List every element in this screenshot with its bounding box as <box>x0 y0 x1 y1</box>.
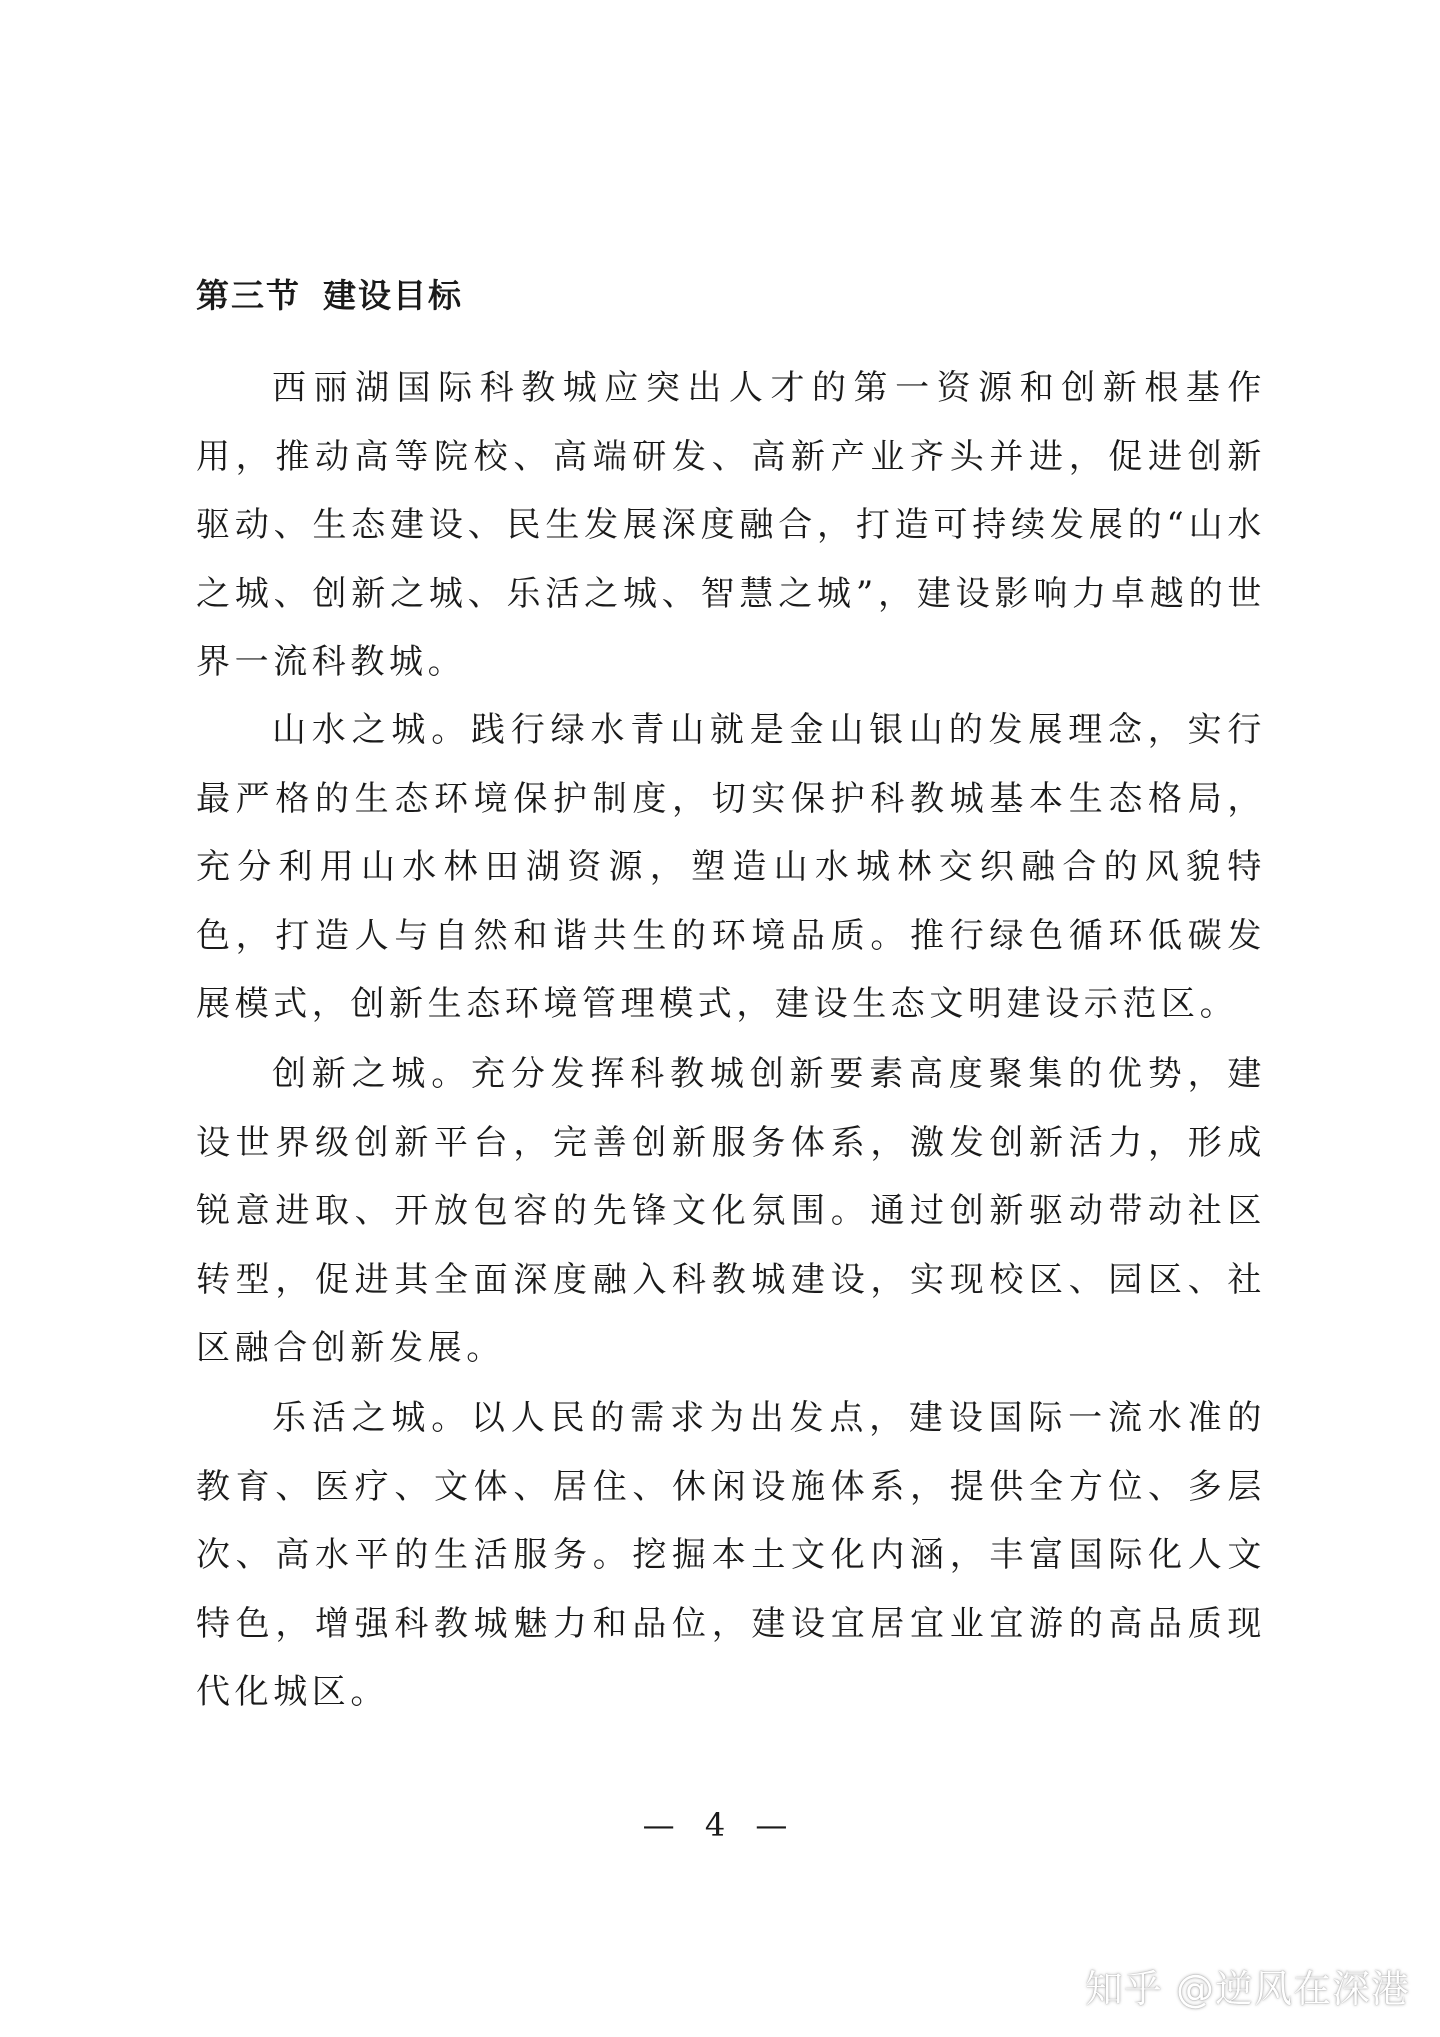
paragraph-landscape-city: 山水之城。践行绿水青山就是金山银山的发展理念，实行最严格的生态环境保护制度，切实保护科教城基本生态格局，充分利用山水林田湖资源，塑造山水城林交织融合的风貌特色，打造人与自然和谐共生的环境品质。推行绿色循环低碳发展模式，创新生态环境管理模式，建设生态文明建设示范区。 <box>196 710 1266 1024</box>
paragraph-livable-city: 乐活之城。以人民的需求为出发点，建设国际一流水准的教育、医疗、文体、居住、休闲设施体系，提供全方位、多层次、高水平的生活服务。挖掘本土文化内涵，丰富国际化人文特色，增强科教城魅力和品位，建设宜居宜业宜游的高品质现代化城区。 <box>196 1398 1266 1712</box>
section-heading <box>196 270 463 317</box>
paragraph-intro: 西丽湖国际科教城应突出人才的第一资源和创新根基作用，推动高等院校、高端研发、高新产业齐头并进，促进创新驱动、生态建设、民生发展深度融合，打造可持续发展的“山水之城、创新之城、乐活之城、智慧之城”，建设影响力卓越的世界一流科教城。 <box>196 368 1266 682</box>
paragraph-innovation-city: 创新之城。充分发挥科教城创新要素高度聚集的优势，建设世界级创新平台，完善创新服务体系，激发创新活力，形成锐意进取、开放包容的先锋文化氛围。通过创新驱动带动社区转型，促进其全面深度融入科教城建设，实现校区、园区、社区融合创新发展。 <box>196 1054 1266 1368</box>
section-number: 第三节 <box>196 276 301 315</box>
section-title-text: 建设目标 <box>323 276 463 315</box>
watermark: 知乎 @逆风在深港 <box>1084 1967 1410 2011</box>
page-number: — 4 — <box>642 1806 798 1844</box>
